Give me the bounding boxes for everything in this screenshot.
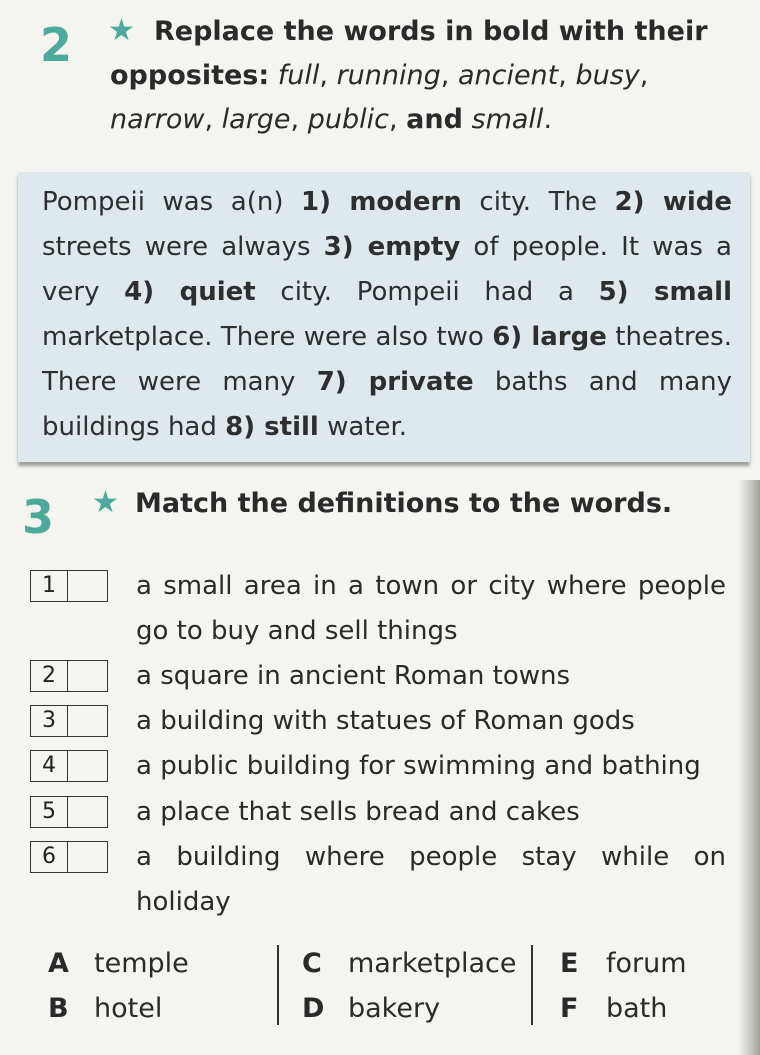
answer-blank[interactable]: [68, 571, 107, 601]
word-option: D bakery: [302, 993, 441, 1024]
option-word: large: [221, 104, 291, 135]
word-option: C marketplace: [302, 948, 517, 979]
word-option: B hotel: [48, 993, 163, 1024]
passage-segment: city. Pompeii had a: [255, 277, 599, 307]
column-divider: [277, 945, 279, 1025]
answer-box[interactable]: [30, 570, 108, 602]
answer-box[interactable]: [30, 705, 108, 737]
passage-segment: theatres. There were many: [42, 322, 732, 397]
page-edge-shadow: [738, 480, 760, 1055]
answer-box[interactable]: [30, 796, 108, 828]
exercise-3-instruction: Match the definitions to the words.: [135, 488, 673, 519]
answer-box[interactable]: [30, 660, 108, 692]
definition-text: a small area in a town or city where people go to buy and sell things: [136, 571, 726, 646]
star-icon: ★: [92, 485, 119, 520]
definition-text: a place that sells bread and cakes: [136, 797, 580, 827]
bold-word: 3) empty: [323, 232, 461, 262]
passage-segment: marketplace. There were also two: [42, 322, 493, 352]
passage-segment: of people. It was a very: [42, 232, 732, 307]
definition-number: 5: [31, 797, 68, 827]
definition-number: 3: [31, 706, 68, 736]
option-word: running: [336, 60, 441, 91]
passage-segment: baths and many buildings had: [42, 367, 732, 442]
definition-text: a building with statues of Roman gods: [136, 706, 635, 736]
passage-text: [42, 180, 732, 450]
bold-word: 4) quiet: [124, 277, 256, 307]
bold-word: 1) modern: [301, 187, 462, 217]
word-option: F bath: [560, 993, 668, 1024]
definition-number: 6: [31, 842, 68, 872]
passage-segment: streets were always: [42, 232, 324, 262]
exercise-3-number: 3: [22, 490, 55, 544]
word-option: A temple: [48, 948, 189, 979]
exercise-2-instruction: Replace the words in bold with their opposites: full, running, ancient, busy, narrow, large, public, and small.: [110, 16, 708, 135]
option-word: busy: [575, 60, 640, 91]
definition-number: 4: [31, 751, 68, 781]
answer-blank[interactable]: [68, 842, 107, 872]
bold-word: 7) private: [316, 367, 474, 397]
option-word: ancient: [457, 60, 559, 91]
bold-word: 2) wide: [614, 187, 732, 217]
option-word: narrow: [110, 104, 205, 135]
passage-segment: water.: [318, 412, 408, 442]
definition-text: a public building for swimming and bathing: [136, 751, 701, 781]
bold-word: 8) still: [225, 412, 319, 442]
definition-number: 1: [31, 571, 68, 601]
definition-text: a square in ancient Roman towns: [136, 661, 571, 691]
answer-box[interactable]: [30, 841, 108, 873]
option-word: full: [277, 60, 320, 91]
answer-blank[interactable]: [68, 751, 107, 781]
answer-blank[interactable]: [68, 797, 107, 827]
answer-box[interactable]: [30, 750, 108, 782]
passage-segment: Pompeii was a(n): [42, 187, 302, 217]
answer-blank[interactable]: [68, 661, 107, 691]
definition-text: a building where people stay while on holiday: [136, 842, 726, 917]
column-divider: [531, 945, 533, 1025]
star-icon: ★: [108, 13, 135, 48]
answer-blank[interactable]: [68, 706, 107, 736]
and-word: and: [406, 104, 463, 135]
option-word: public: [307, 104, 389, 135]
word-option: E forum: [560, 948, 687, 979]
instruction-text: Replace the words in bold with their opposites:: [110, 16, 708, 91]
option-word: small: [471, 104, 544, 135]
definition-number: 2: [31, 661, 68, 691]
passage-segment: city. The: [461, 187, 615, 217]
exercise-2-number: 2: [40, 18, 73, 72]
bold-word: 5) small: [598, 277, 732, 307]
bold-word: 6) large: [492, 322, 607, 352]
